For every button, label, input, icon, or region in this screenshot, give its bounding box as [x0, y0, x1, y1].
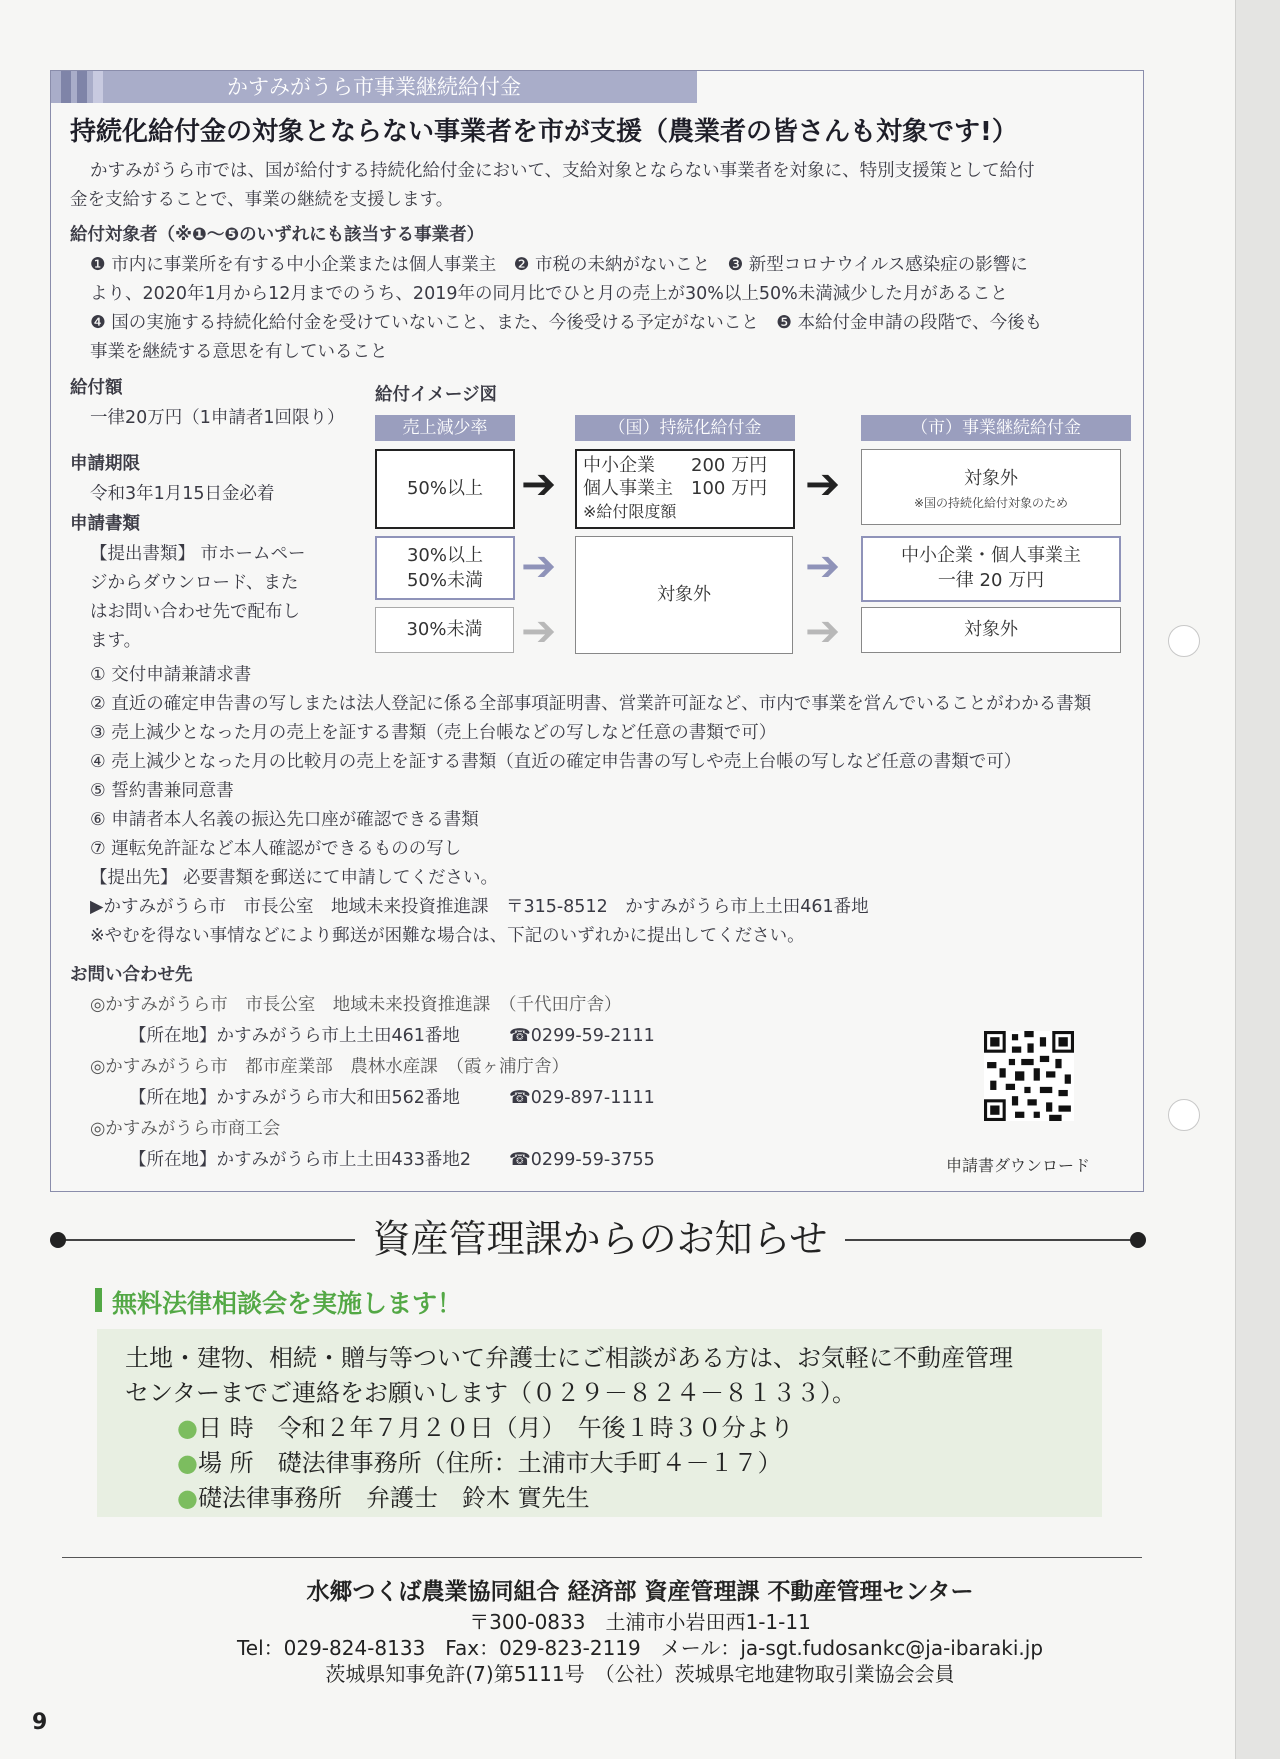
divider-dot	[50, 1232, 66, 1248]
deadline-heading: 申請期限	[70, 454, 140, 474]
doc-item: ① 交付申請兼請求書	[90, 665, 252, 685]
banner-title: かすみがうら市事業継続給付金	[227, 75, 521, 99]
deadline-value: 令和3年1月15日金必着	[90, 484, 275, 504]
arrow-right-icon: ➔	[521, 541, 557, 590]
docs-heading: 申請書類	[70, 514, 140, 534]
docs-intro: はお問い合わせ先で配布し	[90, 602, 300, 622]
consultation-box	[97, 1329, 1102, 1517]
amount-value: 一律20万円（1申請者1回限り）	[90, 408, 345, 428]
arrow-right-icon: ➔	[805, 541, 841, 590]
col-rate-header: 売上減少率	[375, 415, 515, 441]
submit-address: ▶かすみがうら市 市長公室 地域未来投資推進課 〒315-8512 かすみがうら市上土田461番地	[90, 897, 869, 917]
eligibility-line: ❹ 国の実施する持続化給付金を受けていないこと、また、今後受ける予定がないこと ❺ 本給付金申請の段階で、今後も	[90, 313, 1043, 333]
divider-dot	[1130, 1232, 1146, 1248]
city-row3-box: 対象外	[861, 607, 1121, 653]
consult-bullet: ●場 所 礎法律事務所（住所：土浦市大手町４－１７）	[177, 1449, 782, 1477]
punch-hole	[1168, 1099, 1200, 1131]
consult-bullet: ●礎法律事務所 弁護士 鈴木 實先生	[177, 1484, 590, 1512]
col-national-header: （国）持続化給付金	[575, 415, 795, 441]
subtitle-marker	[95, 1288, 102, 1312]
doc-item: ⑦ 運転免許証など本人確認ができるものの写し	[90, 839, 462, 859]
arrow-right-icon: ➔	[521, 606, 557, 655]
intro-line-2: 金を支給することで、事業の継続を支援します。	[70, 190, 454, 210]
contact-address: 【所在地】かすみがうら市上土田433番地2	[129, 1150, 472, 1170]
footer-rule	[62, 1557, 1142, 1558]
punch-hole	[1168, 625, 1200, 657]
contact-name: ◎かすみがうら市商工会	[90, 1119, 281, 1139]
notice-title: 資産管理課からのお知らせ	[355, 1214, 845, 1264]
eligibility-line: 事業を継続する意思を有していること	[90, 342, 388, 362]
rate-under-30-box: 30%未満	[375, 607, 514, 653]
doc-item: ③ 売上減少となった月の売上を証する書類（売上台帳などの写しなど任意の書類で可）	[90, 723, 777, 743]
submit-note: ※やむを得ない事情などにより郵送が困難な場合は、下記のいずれかに提出してください。	[90, 926, 805, 946]
rate-50-box: 50%以上	[375, 449, 515, 529]
intro-line-1: かすみがうら市では、国が給付する持続化給付金において、支給対象とならない事業者を対象に、特別支援策として給付	[90, 161, 1035, 181]
page-number: 9	[32, 1710, 48, 1735]
doc-item: ④ 売上減少となった月の比較月の売上を証する書類（直近の確定申告書の写しや売上台帳の写しなど任意の書類で可）	[90, 752, 1022, 772]
national-out-box: 対象外	[575, 536, 793, 654]
notice-subtitle: 無料法律相談会を実施します！	[112, 1289, 463, 1318]
footer-address: 〒300-0833 土浦市小岩田西1-1-11	[469, 1610, 811, 1634]
page-edge	[1235, 0, 1280, 1759]
submit-line: 【提出先】 必要書類を郵送にて申請してください。	[90, 868, 499, 888]
docs-intro: ジからダウンロード、また	[90, 573, 299, 593]
rate-30-50-box: 30%以上 50%未満	[375, 536, 515, 600]
eligibility-line: より、2020年1月から12月までのうち、2019年の同月比でひと月の売上が30%以上50%未満減少した月があること	[90, 284, 1008, 304]
col-city-header: （市）事業継続給付金	[861, 415, 1131, 441]
national-grant-box: 中小企業 200 万円 個人事業主 100 万円 ※給付限度額	[575, 449, 795, 529]
headline: 持続化給付金の対象とならない事業者を市が支援（農業者の皆さんも対象です!）	[70, 117, 1018, 147]
docs-intro: 【提出書類】 市ホームペー	[90, 544, 306, 564]
contact-phone: ☎0299-59-2111	[509, 1026, 655, 1046]
doc-item: ② 直近の確定申告書の写しまたは法人登記に係る全部事項証明書、営業許可証など、市内で事業を営んでいることがわかる書類	[90, 694, 1092, 714]
arrow-right-icon: ➔	[521, 459, 557, 508]
doc-item: ⑤ 誓約書兼同意書	[90, 781, 234, 801]
eligibility-heading: 給付対象者（※❶〜❺のいずれにも該当する事業者）	[70, 225, 485, 245]
qr-caption: 申請書ダウンロード	[946, 1156, 1091, 1175]
footer-contact: Tel：029-824-8133 Fax：029-823-2119 メール：ja-sgt.fudosankc@ja-ibaraki.jp	[236, 1636, 1044, 1660]
contact-name: ◎かすみがうら市 都市産業部 農林水産課 （霞ヶ浦庁舎）	[90, 1057, 570, 1077]
section-banner	[51, 71, 697, 103]
contact-address: 【所在地】かすみがうら市大和田562番地	[129, 1088, 460, 1108]
eligibility-line: ❶ 市内に事業所を有する中小企業または個人事業主 ❷ 市税の未納がないこと ❸ 新型コロナウイルス感染症の影響に	[90, 255, 1028, 275]
amount-heading: 給付額	[70, 378, 123, 398]
consult-line: 土地・建物、相続・贈与等ついて弁護士にご相談がある方は、お気軽に不動産管理	[125, 1344, 1013, 1372]
consult-bullet: ●日 時 令和２年７月２０日（月） 午後１時３０分より	[177, 1414, 794, 1442]
footer-org: 水郷つくば農業協同組合 経済部 資産管理課 不動産管理センター	[306, 1579, 974, 1605]
arrow-right-icon: ➔	[805, 606, 841, 655]
city-row1-box: 対象外 ※国の持続化給付対象のため	[861, 449, 1121, 525]
contact-heading: お問い合わせ先	[70, 965, 193, 985]
diagram-title: 給付イメージ図	[375, 385, 497, 405]
qr-code[interactable]	[984, 1031, 1074, 1121]
docs-intro: ます。	[90, 631, 142, 651]
grant-section	[50, 70, 1144, 1192]
arrow-right-icon: ➔	[805, 459, 841, 508]
contact-phone: ☎029-897-1111	[509, 1088, 655, 1108]
consult-line: センターまでご連絡をお願いします（０２９－８２４－８１３３）。	[125, 1379, 857, 1407]
city-row2-box: 中小企業・個人事業主 一律 20 万円	[861, 536, 1121, 602]
contact-phone: ☎0299-59-3755	[509, 1150, 655, 1170]
doc-item: ⑥ 申請者本人名義の振込先口座が確認できる書類	[90, 810, 479, 830]
footer-license: 茨城県知事免許(7)第5111号 （公社）茨城県宅地建物取引業協会会員	[325, 1662, 955, 1686]
contact-name: ◎かすみがうら市 市長公室 地域未来投資推進課 （千代田庁舎）	[90, 995, 622, 1015]
contact-address: 【所在地】かすみがうら市上土田461番地	[129, 1026, 460, 1046]
